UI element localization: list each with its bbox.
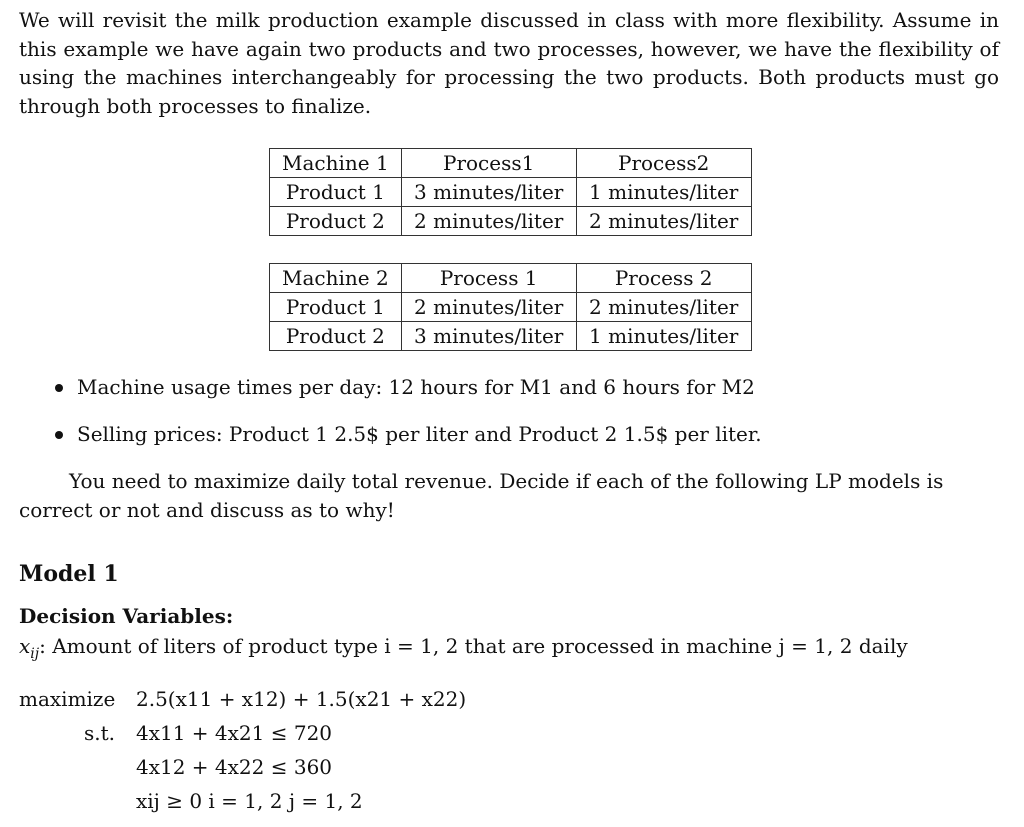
table-header-cell: Process2: [576, 149, 751, 178]
table-cell: 2 minutes/liter: [401, 207, 576, 236]
decision-variable-definition: [19, 632, 999, 660]
table-row: [270, 293, 752, 322]
bullet-icon: [55, 384, 63, 392]
bullet-icon: [55, 431, 63, 439]
variable-subscript: ij: [30, 646, 40, 662]
bullet-list: [19, 373, 999, 448]
model-title: Model 1: [19, 561, 119, 587]
table-cell: Product 2: [270, 207, 402, 236]
task-paragraph: You need to maximize daily total revenue. Decide if each of the following LP models is correct or not and discuss as to why!: [19, 469, 944, 522]
table-cell: Product 1: [270, 293, 402, 322]
objective-row: [19, 682, 999, 716]
decision-variables-heading: Decision Variables:: [19, 604, 234, 628]
table-row: [270, 322, 752, 351]
constraint-row: [19, 716, 999, 750]
table-cell: 1 minutes/liter: [576, 178, 751, 207]
table-row: [270, 207, 752, 236]
list-item: [55, 420, 999, 448]
objective-label: maximize: [19, 687, 116, 711]
table-cell: 2 minutes/liter: [576, 207, 751, 236]
table-header-cell: Machine 1: [270, 149, 402, 178]
intro-paragraph: We will revisit the milk production example discussed in class with more flexibility. Assume in this example we have again two products and two processes, however, we have the flexibility of using the machines interchangeably for processing the two products. Both products must go through both processes to finalize.: [19, 8, 999, 118]
objective-expression: 2.5(x11 + x12) + 1.5(x21 + x22): [136, 687, 467, 711]
variable-description: : Amount of liters of product type i = 1, 2 that are processed in machine j = 1, 2 daily: [39, 634, 908, 658]
constraint-row: [19, 750, 999, 784]
constraint-expression: 4x12 + 4x22 ≤ 360: [136, 755, 333, 779]
table-header-row: [270, 264, 752, 293]
table-header-cell: Process1: [401, 149, 576, 178]
table-row: [270, 178, 752, 207]
table-header-cell: Process 1: [401, 264, 576, 293]
table-cell: Product 1: [270, 178, 402, 207]
bullet-text: Machine usage times per day: 12 hours for M1 and 6 hours for M2: [77, 375, 755, 399]
list-item: [55, 373, 999, 401]
machine-1-table: [269, 148, 752, 236]
table-cell: 3 minutes/liter: [401, 178, 576, 207]
subject-to-label: s.t.: [83, 721, 115, 745]
variable-symbol: x: [19, 634, 31, 658]
constraint-expression: 4x11 + 4x21 ≤ 720: [136, 721, 333, 745]
constraint-expression: xij ≥ 0 i = 1, 2 j = 1, 2: [136, 789, 363, 813]
table-cell: 2 minutes/liter: [576, 293, 751, 322]
document-page: [19, 6, 999, 818]
table-cell: Product 2: [270, 322, 402, 351]
bullet-text: Selling prices: Product 1 2.5$ per liter and Product 2 1.5$ per liter.: [77, 422, 762, 446]
lp-formulation: [19, 682, 999, 818]
machine-2-table: [269, 263, 752, 351]
constraint-row: [19, 784, 999, 818]
table-cell: 3 minutes/liter: [401, 322, 576, 351]
table-cell: 1 minutes/liter: [576, 322, 751, 351]
table-header-cell: Machine 2: [270, 264, 402, 293]
table-header-cell: Process 2: [576, 264, 751, 293]
table-cell: 2 minutes/liter: [401, 293, 576, 322]
table-header-row: [270, 149, 752, 178]
